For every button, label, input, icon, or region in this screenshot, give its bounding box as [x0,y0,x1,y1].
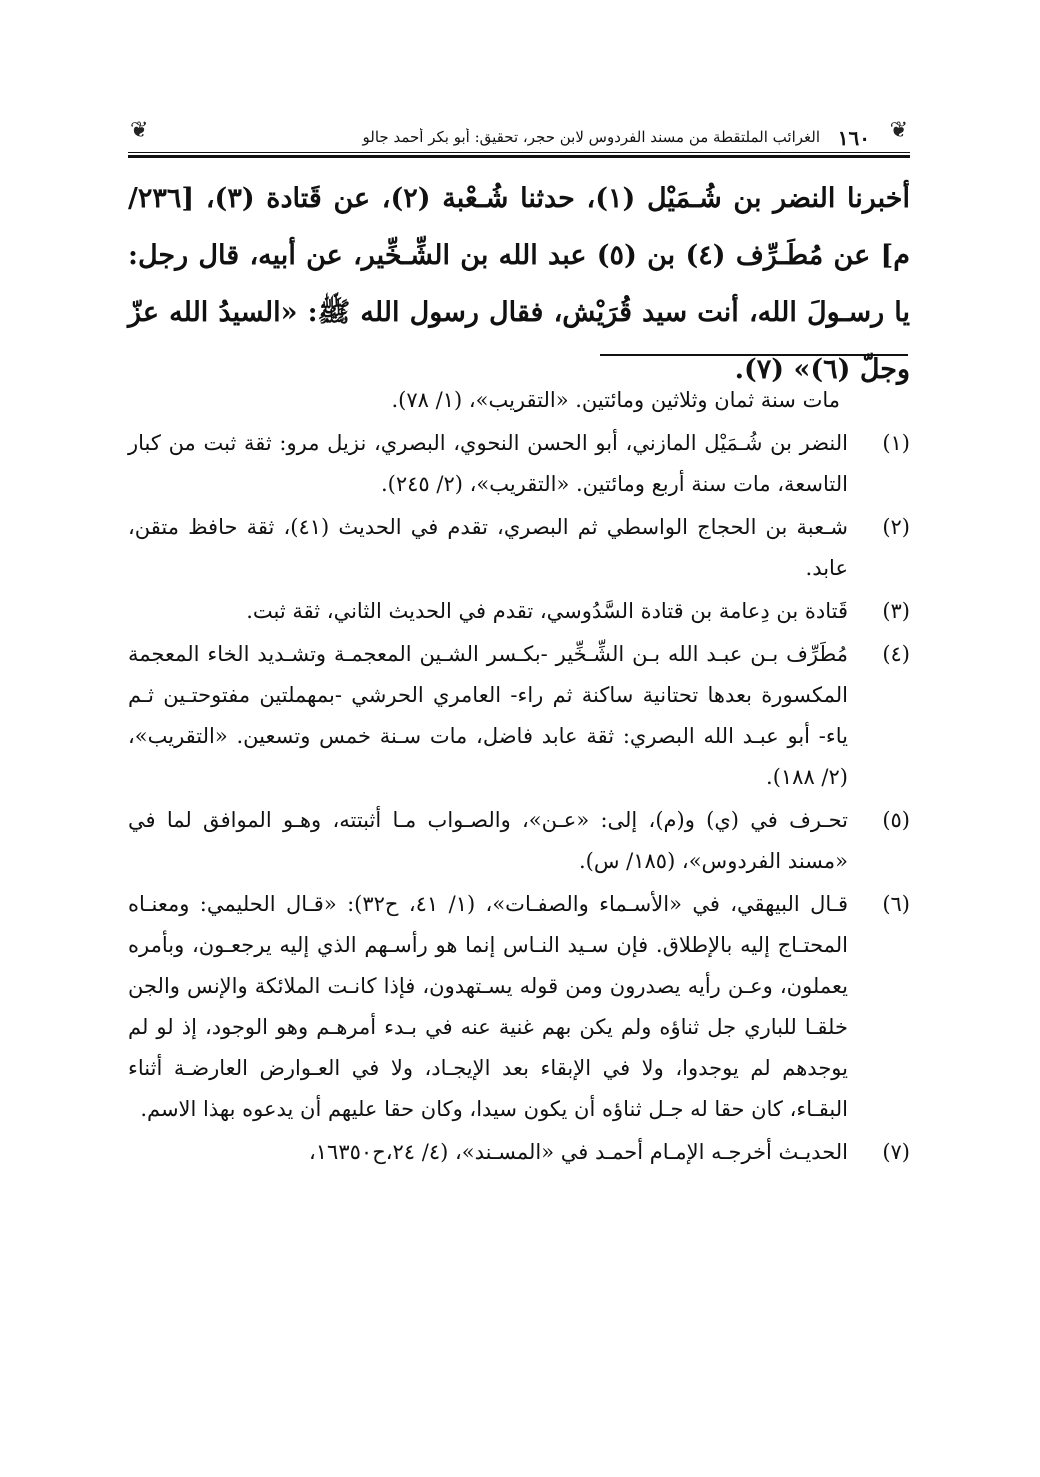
ornament-right-icon: ❦ [889,118,908,143]
header-divider-thin [128,152,910,153]
footnote-text: النضر بن شُـمَيْل المازني، أبو الحسن النحوي، البصري، نزيل مرو: ثقة ثبت من كبار التاسعة، مات سنة أربع ومائتين. «التقريب»، (٢/ ٢٤٥). [128,431,848,496]
running-title: الغرائب الملتقطة من مسند الفردوس لابن حجر، تحقيق: أبو بكر أحمد جالو [362,128,820,146]
footnote-5 [128,800,910,882]
footnote-2 [128,507,910,589]
footnote-number: (٣) [882,599,910,623]
footnote-text: تحـرف في (ي) و(م)، إلى: «عـن»، والصـواب مـا أثبتته، وهـو الموافق لما في «مسند الفردوس»، (١٨٥/ س). [128,808,848,873]
footnotes [128,380,910,1173]
footnote-text: قـال البيهقي، في «الأسـماء والصفـات»، (١/ ٤١، ح٣٢): «قـال الحليمي: ومعنـاه المحتـاج إليه بالإطلاق. فإن سـيد النـاس إنما هو رأسـهم الذي إليه يرجعـون، وبأمره يعملون، وعـن رأيه يصدرون ومن قوله يسـتهدون، فإذا كانـت الملائكة والإنس والجن خلقـا للباري جل ثناؤه ولم يكن بهم غنية عنه في بـدء أمرهـم وهو الوجود، إذ لو لم يوجدهم لم يوجدوا، ولا في الإبقاء بعد الإيجـاد، ولا في العـوارض العارضـة أثناء البقـاء، كان حقا له جـل ثناؤه أن يكون سيدا، وكان حقا عليهم أن يدعوه بهذا الاسم. [128,892,848,1121]
footnote-number: (٦) [882,892,910,916]
footnote-text: الحديـث أخرجـه الإمـام أحمـد في «المسـند»، (٤/ ٢٤،ح١٦٣٥٠، [309,1140,848,1164]
footnote-7 [128,1132,910,1173]
footnote-6 [128,884,910,1130]
footnote-1 [128,423,910,505]
footnote-number: (٧) [882,1140,910,1164]
footnote-4 [128,634,910,798]
footnote-separator [600,354,908,356]
footnote-3 [128,591,910,632]
footnote-text: شـعبة بن الحجاج الواسطي ثم البصري، تقدم في الحديث (٤١)، ثقة حافظ متقن، عابد. [128,515,848,580]
page-number: ١٦٠ [837,126,870,150]
footnote-text: قَتادة بن دِعامة بن قتادة السَّدُوسي، تقدم في الحديث الثاني، ثقة ثبت. [246,599,848,623]
hadith-paragraph: أخبرنا النضر بن شُـمَيْل (١)، حدثنا شُـعْبة (٢)، عن قَتادة (٣)، [٢٣٦/ م] عن مُطَـرِّف (٤) بن (٥) عبد الله بن الشِّـخِّير، عن أبيه، قال رجل: يا رسـولَ الله، أنت سيد قُرَيْش، فقال رسول الله ﷺ: «السيدُ الله عزّ وجلّ (٦)» (٧). [128,183,910,385]
page-header [128,112,910,158]
footnote-continuation: مات سنة ثمان وثلاثين ومائتين. «التقريب»، (١/ ٧٨). [391,388,840,412]
footnote-text: مُطَرِّف بـن عبـد الله بـن الشِّـخِّير -بكـسر الشـين المعجمـة وتشـديد الخاء المعجمة المكسورة بعدها تحتانية ساكنة ثم راء- العامري الحرشي -بمهملتين مفتوحتـين ثـم ياء- أبو عبـد الله البصري: ثقة عابد فاضل، مات سـنة خمس وتسعين. «التقريب»، (٢/ ١٨٨). [128,642,848,789]
main-text [128,170,910,398]
ornament-left-icon: ❦ [130,118,149,143]
footnote-number: (٤) [882,642,910,666]
footnote-number: (٢) [882,515,910,539]
footnote-number: (١) [882,431,910,455]
footnote-number: (٥) [882,808,910,832]
header-divider [128,155,910,158]
